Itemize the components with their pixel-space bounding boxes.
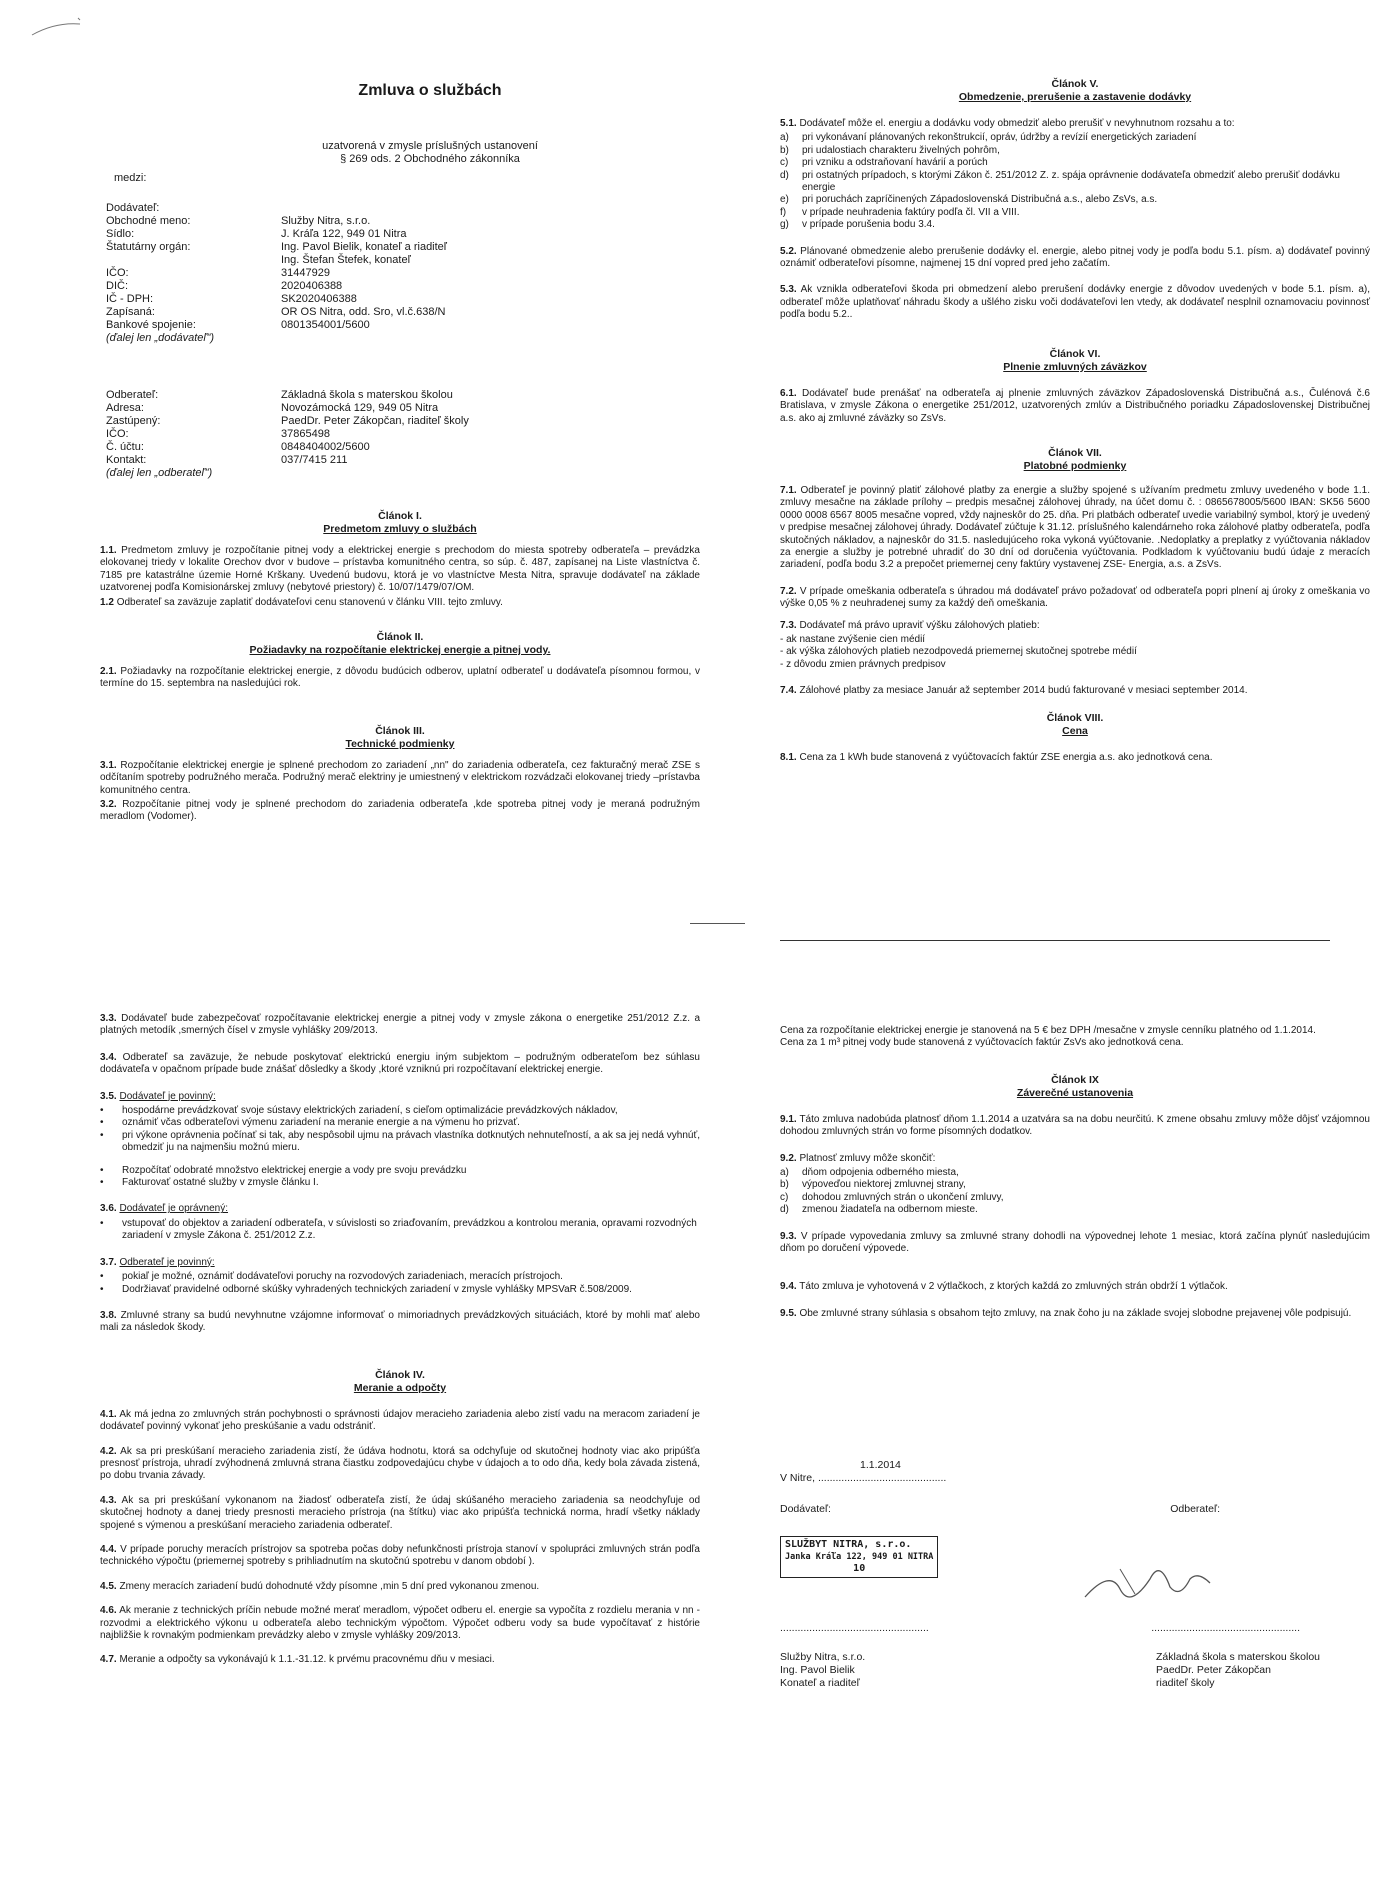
article-3-heading: Článok III. Technické podmienky xyxy=(345,724,455,750)
supplier-heading: Dodávateľ: xyxy=(106,202,160,214)
party-row: Zastúpený: PaedDr. Peter Zákopčan, riaditeľ školy xyxy=(106,415,469,427)
party-row: IČO: 31447929 xyxy=(106,267,330,279)
party-row: Sídlo: J. Kráľa 122, 949 01 Nitra xyxy=(106,228,407,240)
party-row: IČ - DPH: SK2020406388 xyxy=(106,293,357,305)
clause-3-7: 3.7. Odberateľ je povinný: xyxy=(100,1256,215,1268)
customer-sign-line: ................................................... xyxy=(1151,1622,1300,1634)
list-item: f) v prípade neuhradenia faktúry podľa čl. VII a VIII. xyxy=(780,206,1020,218)
article-7-heading: Článok VII. Platobné podmienky xyxy=(1023,446,1127,472)
supplier-signatory: Služby Nitra, s.r.o. Ing. Pavol Bielik Konateľ a riaditeľ xyxy=(780,1651,866,1689)
party-row: Ing. Štefan Štefek, konateľ xyxy=(281,254,411,266)
clause-9-2-list xyxy=(780,1167,1370,1217)
clause-3-5-list xyxy=(100,1105,700,1189)
article-8-heading: Článok VIII. Cena xyxy=(1046,711,1104,737)
signing-place: V Nitre, ............................................ xyxy=(780,1472,947,1484)
clause-7-1: 7.1. Odberateľ je povinný platiť zálohové platby za energie a služby spojené s užívaním predmetu zmluvy uvedeného v bode 1.1. zmluvy mesačne na základe prílohy – predpis mesačnej zálohovej úhrady, na účet domu č. : 0865678005/5600 IBAN: SK56 5600 0000 0008 6567 8005 mesačne vopred, vždy najneskôr do 25. dňa. Pri platbách odberateľ uvedie variabilný symbol, ktorý je uvedený v predpise mesačnej zálohovej úhrady. Dodávateľ zúčtuje k 31.12. príslušného kalendárneho roka zálohové platby odberateľa, podľa skutočných nákladov, a najneskôr do 31.5. nasledujúceho roka vykoná vyúčtovanie. .Nedoplatky a preplatky z vyúčtovania nákladov za energie a služby je potrebné uhradiť do 30 dní od doručenia vyúčtovania. Podkladom k vyúčtovaniu budú údaje z meracích zariadení, podľa bodu 3.2 a prepočet priemernej ceny faktúry vystavenej ZSE- Energia, a.s. a ZsVs. xyxy=(780,484,1370,571)
party-row: Bankové spojenie: 0801354001/5600 xyxy=(106,319,370,331)
supplier-sign-line: ................................................... xyxy=(780,1622,929,1634)
clause-2-1: 2.1. Požiadavky na rozpočítanie elektrickej energie, z dôvodu budúcich odberov, uplatní odberateľ u dodávateľa písomnou formou, v termíne do 15. septembra na nasledujúci rok. xyxy=(100,666,700,690)
clause-5-1: 5.1. Dodávateľ môže el. energiu a dodávku vody obmedziť alebo prerušiť v nevyhnutnom rozsahu a to: xyxy=(780,118,1235,129)
clause-4-1: 4.1. Ak má jedna zo zmluvných strán pochybnosti o správnosti údajov meracieho zariadenia alebo zistí vadu na meracom zariadení je dodávateľ povinný vykonať jeho preskúšanie a vadu odstrániť. xyxy=(100,1408,700,1433)
page-3 xyxy=(100,995,700,1875)
clause-7-3: 7.3. Dodávateľ má právo upraviť výšku zálohových platieb: xyxy=(780,619,1040,631)
list-item: • vstupovať do objektov a zariadení odberateľa, v súvislosti so zriaďovaním, prevádzkou a kontrolou merania, opravami rozvodných zariadení v zmysle Zákona č. 251/2012 Z.z. xyxy=(100,1217,697,1242)
party-row: Kontakt: 037/7415 211 xyxy=(106,454,348,466)
list-item: a) dňom odpojenia odberného miesta, xyxy=(780,1167,959,1179)
article-4-heading: Článok IV. Meranie a odpočty xyxy=(353,1368,447,1394)
article-1-heading: Článok I. Predmetom zmluvy o službách xyxy=(323,510,477,535)
list-item: g) v prípade porušenia bodu 3.4. xyxy=(780,219,935,231)
clause-3-5: 3.5. Dodávateľ je povinný: xyxy=(100,1090,216,1102)
article-6-heading: Článok VI. Plnenie zmluvných záväzkov xyxy=(1003,347,1147,373)
party-row: Obchodné meno: Služby Nitra, s.r.o. xyxy=(106,215,371,227)
clause-4-6: 4.6. Ak meranie z technických príčin nebude možné merať meradlom, výpočet odberu el. energie sa vypočíta z rozdielu merania v nn - rozvodmi a elektrického výkonu u odberateľa alebo technickým výpočtom. Výpočet odberu vody sa bude vypočítavať z histórie najbližšie k rovnakým podmienkam prevádzky alebo v zmysle vyhlášky 209/2013. xyxy=(100,1605,700,1641)
list-item: • hospodárne prevádzkovať svoje sústavy elektrických zariadení, s cieľom optimalizácie prevádzkových nákladov, xyxy=(100,1105,618,1117)
supplier-alias: (ďalej len „dodávateľ") xyxy=(106,332,215,344)
clause-3-6: 3.6. Dodávateľ je oprávnený: xyxy=(100,1203,229,1215)
list-item: d) zmenou žiadateľa na odbernom mieste. xyxy=(780,1204,978,1216)
clause-1-2: 1.2 Odberateľ sa zaväzuje zaplatiť dodávateľovi cenu stanovenú v článku VIII. tejto zmluvy. xyxy=(100,596,503,608)
scan-mark xyxy=(30,10,90,40)
signing-date: 1.1.2014 xyxy=(860,1459,901,1471)
clause-3-7-list xyxy=(100,1271,700,1296)
clause-3-1: 3.1. Rozpočítanie elektrickej energie je splnené prechodom zo zariadení „nn" do zariadenia odberateľa, cez fakturačný merač ZSE s odčítaním spotreby podružného merača. Podružný merač elektriny je umiestnený v elektrickom rozvádzači elokovanej triedy –prístavba komunitného centra. xyxy=(100,759,700,796)
list-item: • pokiaľ je možné, oznámiť dodávateľovi poruchy na rozvodových zariadeniach, meracích prístrojoch. xyxy=(100,1271,563,1283)
customer-signatory: Základná škola s materskou školou PaedDr. Peter Zákopčan riaditeľ školy xyxy=(1156,1651,1320,1689)
list-item: d) pri ostatných prípadoch, s ktorými Zákon č. 251/2012 Z. z. spája oprávnenie dodávateľa obmedziť alebo prerušiť dodávku energie xyxy=(780,169,1340,194)
list-item: b) pri udalostiach charakteru živelných pohrôm, xyxy=(780,144,1000,156)
clause-9-3: 9.3. V prípade vypovedania zmluvy sa zmluvné strany dohodli na výpovednej lehote 1 mesiac, ktorá začína plynúť nasledujúcim dňom po doručení výpovede. xyxy=(780,1230,1371,1255)
customer-sign-label: Odberateľ: xyxy=(1170,1503,1220,1515)
clause-7-3-list: - ak nastane zvýšenie cien médií - ak výška zálohových platieb nezodpovedá priemernej skutočnej spotrebe médií - z dôvodu zmien právnych predpisov xyxy=(780,633,1137,670)
clause-5-3: 5.3. Ak vznikla odberateľovi škoda pri obmedzení alebo prerušení dodávky energie z dôvodov uvedených v bode 5.1. písm. a), odberateľ môže uplatňovať náhradu škody a ušlého zisku voči dodávateľovi len vtedy, ak dodávateľ nesplnil oznamovaciu povinnosť podľa bodu 5.2.. xyxy=(780,284,1370,321)
list-item: • Fakturovať ostatné služby v zmysle článku I. xyxy=(100,1177,319,1189)
supplier-sign-label: Dodávateľ: xyxy=(780,1503,831,1515)
clause-4-5: 4.5. Zmeny meracích zariadení budú dohodnuté vždy písomne ,min 5 dní pred vykonanou zmenou. xyxy=(100,1580,540,1592)
list-item: c) dohodou zmluvných strán o ukončení zmluvy, xyxy=(780,1191,1004,1203)
list-item: b) výpoveďou niektorej zmluvnej strany, xyxy=(780,1179,966,1191)
customer-signature xyxy=(1080,1549,1220,1609)
price-paragraph: Cena za rozpočítanie elektrickej energie je stanovená na 5 € bez DPH /mesačne v zmysle cenníku platného od 1.1.2014. Cena za 1 m³ pitnej vody bude stanovená z vyúčtovacích faktúr ZsVs ako jednotková cena. xyxy=(780,1025,1316,1049)
clause-9-5: 9.5. Obe zmluvné strany súhlasia s obsahom tejto zmluvy, na znak čoho ju na základe svojej slobodne prejavenej vôle podpisujú. xyxy=(780,1307,1352,1319)
customer-block xyxy=(100,389,700,480)
clause-3-6-list xyxy=(100,1218,700,1243)
clause-5-1-list xyxy=(780,132,1370,231)
subtitle: uzatvorená v zmysle príslušných ustanovení § 269 ods. 2 Obchodného zákonníka xyxy=(322,140,538,165)
list-item: • oznámiť včas odberateľovi výmenu zariadení na meranie energie a na výmenu ho prizvať. xyxy=(100,1117,520,1129)
customer-alias: (ďalej len „odberateľ") xyxy=(106,467,213,479)
list-item: e) pri poruchách zapríčinených Západoslovenská Distribučná a.s., alebo ZsVs, a.s. xyxy=(780,194,1158,206)
clause-3-3: 3.3. Dodávateľ bude zabezpečovať rozpočítavanie elektrickej energie a pitnej vody v zmysle zákona o energetike 251/2012 Z.z. a platných metodík ,smerných čísel v zmysle vyhlášky 209/2013. xyxy=(100,1013,701,1037)
clause-4-7: 4.7. Meranie a odpočty sa vykonávajú k 1.1.-31.12. k prvému pracovnému dňu v mesiaci. xyxy=(100,1654,495,1666)
article-2-heading: Článok II. Požiadavky na rozpočítanie elektrickej energie a pitnej vody. xyxy=(249,631,551,657)
party-row: Štatutárny orgán: Ing. Pavol Bielik, konateľ a riaditeľ xyxy=(106,241,448,253)
page-4 xyxy=(780,995,1370,1875)
medzi-label: medzi: xyxy=(114,172,147,184)
clause-9-4: 9.4. Táto zmluva je vyhotovená v 2 výtlačkoch, z ktorých každá zo zmluvných strán obdrží 1 výtlačok. xyxy=(780,1281,1228,1293)
article-5-heading: Článok V. Obmedzenie, prerušenie a zastavenie dodávky xyxy=(958,78,1192,103)
clause-5-2: 5.2. Plánované obmedzenie alebo prerušenie dodávky el. energie, alebo pitnej vody je podľa bodu 5.1. písm. a) dodávateľ povinný oznámiť odberateľovi písomne, najmenej 15 dní vopred pred jeho začatím. xyxy=(780,245,1370,270)
party-row: DIČ: 2020406388 xyxy=(106,280,343,292)
party-row: Zapísaná: OR OS Nitra, odd. Sro, vl.č.638/N xyxy=(106,306,446,318)
party-row: Č. účtu: 0848404002/5600 xyxy=(106,441,370,453)
clause-9-2: 9.2. Platnosť zmluvy môže skončiť: xyxy=(780,1152,936,1164)
page-2 xyxy=(780,60,1370,940)
list-item: a) pri vykonávaní plánovaných rekonštrukcií, opráv, údržby a revízií energetických zariadení xyxy=(780,132,1197,144)
page-edge-line xyxy=(780,940,1330,941)
page-edge-line xyxy=(690,923,745,924)
party-row: Odberateľ: Základná škola s materskou školou xyxy=(106,389,453,401)
party-row: Adresa: Novozámocká 129, 949 05 Nitra xyxy=(106,402,439,414)
clause-4-2: 4.2. Ak sa pri preskúšaní meracieho zariadenia zistí, že údáva hodnotu, ktorá sa odchyľuje od skutočnej hodnoty viac ako pripúšťa presnosť prístroja, uhradí zvýhodnená zmluvná strana čiastku zodpovedajúcu chybe v údajoch a to odo dňa, kedy bola závada zistená, po dobu trvania závady. xyxy=(100,1445,700,1482)
clause-8-1: 8.1. Cena za 1 kWh bude stanovená z vyúčtovacích faktúr ZSE energia a.s. ako jednotková cena. xyxy=(780,751,1213,763)
list-item: • Rozpočítať odobraté množstvo elektrickej energie a vody pre svoju prevádzku xyxy=(100,1164,467,1176)
clause-7-4: 7.4. Zálohové platby za mesiace Január až september 2014 budú fakturované v mesiaci september 2014. xyxy=(780,685,1248,697)
list-item: c) pri vzniku a odstraňovaní havárií a porúch xyxy=(780,157,988,169)
clause-1-1: 1.1. Predmetom zmluvy je rozpočítanie pitnej vody a elektrickej energie s prechodom do miesta spotreby odberateľa – prevádzka elokovanej triedy v lokalite Orechov dvor v budove – prístavba komunitného centra, so súp. č. 487, zapísanej na Liste vlastníctva č. 7185 pre katastrálne územie Horné Krškany. Uvedenú budovu, ktorá je vo vlastníctve Mesta Nitra, spravuje dodávateľ na základe uzatvorenej podľa Komisionárskej zmluvy (nebytové priestory) č. 10/07/1479/07/OM. xyxy=(100,545,700,594)
clause-6-1: 6.1. Dodávateľ bude prenášať na odberateľa aj plnenie zmluvných záväzkov Západoslovenská Distribučná a.s., Čulénová č.6 Bratislava, v zmysle Zákona o energetike 251/2012, uzatvorených zmlúv a Distribučného poriadku Západoslovenskej Distribučnej a.s. ako aj zmluvné záväzky so ZsVs. xyxy=(780,387,1370,424)
clause-7-2: 7.2. V prípade omeškania odberateľa s úhradou má dodávateľ právo požadovať od odberateľa popri plnení aj úroky z omeškania vo výške 0,05 % z neuhradenej sumy za každý deň omeškania. xyxy=(780,585,1370,610)
company-stamp: SLUŽBYT NITRA, s.r.o. Janka Kráľa 122, 949 01 NITRA 10 xyxy=(780,1536,1340,1578)
article-9-heading: Článok IX Záverečné ustanovenia xyxy=(1016,1073,1134,1099)
clause-3-2: 3.2. Rozpočítanie pitnej vody je splnené prechodom do zariadenia odberateľa ,kde spotreba pitnej vody je meraná podružným meradlom (Vodomer). xyxy=(100,799,701,823)
list-item: • pri výkone oprávnenia počínať si tak, aby nespôsobil ujmu na právach vlastníka dotknutých nehnuteľností, a ak sa jej nedá vyhnúť, obmedziť ju na najmenšiu možnú mieru. xyxy=(100,1129,700,1154)
list-item: • Dodržiavať pravidelné odborné skúšky vyhradených technických zariadení v zmysle vyhlášky MPSVaR č.508/2009. xyxy=(100,1283,632,1295)
clause-4-4: 4.4. V prípade poruchy meracích prístrojov sa spotreba počas doby nefunkčnosti prístroja stanoví v spolupráci zmluvných strán podľa technického výpočtu (priemernej spotreby s prihliadnutím na skutočnú spotrebu v danom období ). xyxy=(100,1543,700,1568)
page-1 xyxy=(100,60,700,940)
supplier-block xyxy=(100,202,700,345)
clause-4-3: 4.3. Ak sa pri preskúšaní vykonanom na žiadosť odberateľa zistí, že údaj skúšaného meracieho zariadenia sa neodchyľuje od skutočnej hodnoty a danej triedy presnosti meracieho prístroja (na štítku) viac ako pripúšťa technická norma, hradí všetky náklady spojené s výmenou a preskúšaní meracieho zariadenia odberateľ. xyxy=(100,1494,701,1531)
party-row: IČO: 37865498 xyxy=(106,428,330,440)
clause-3-4: 3.4. Odberateľ sa zaväzuje, že nebude poskytovať elektrickú energiu iným subjektom – podružným odberateľom bez súhlasu dodávateľa v opačnom prípade bude znášať dôsledky a škody ,ktoré vzniknú pri rozpočítavaní elektrickej energie. xyxy=(100,1051,700,1076)
signature-area xyxy=(780,1459,1340,1690)
clause-9-1: 9.1. Táto zmluva nadobúda platnosť dňom 1.1.2014 a uzatvára sa na dobu neurčitú. K zmene obsahu zmluvy môže dôjsť vzájomnou dohodou zmluvných strán vo forme písomných dodatkov. xyxy=(780,1113,1370,1138)
document-title: Zmluva o službách xyxy=(358,82,502,99)
clause-3-8: 3.8. Zmluvné strany sa budú nevyhnutne vzájomne informovať o mimoriadnych prevádzkových situáciách, ktoré by mohli mať alebo mali za následok škody. xyxy=(100,1309,700,1334)
